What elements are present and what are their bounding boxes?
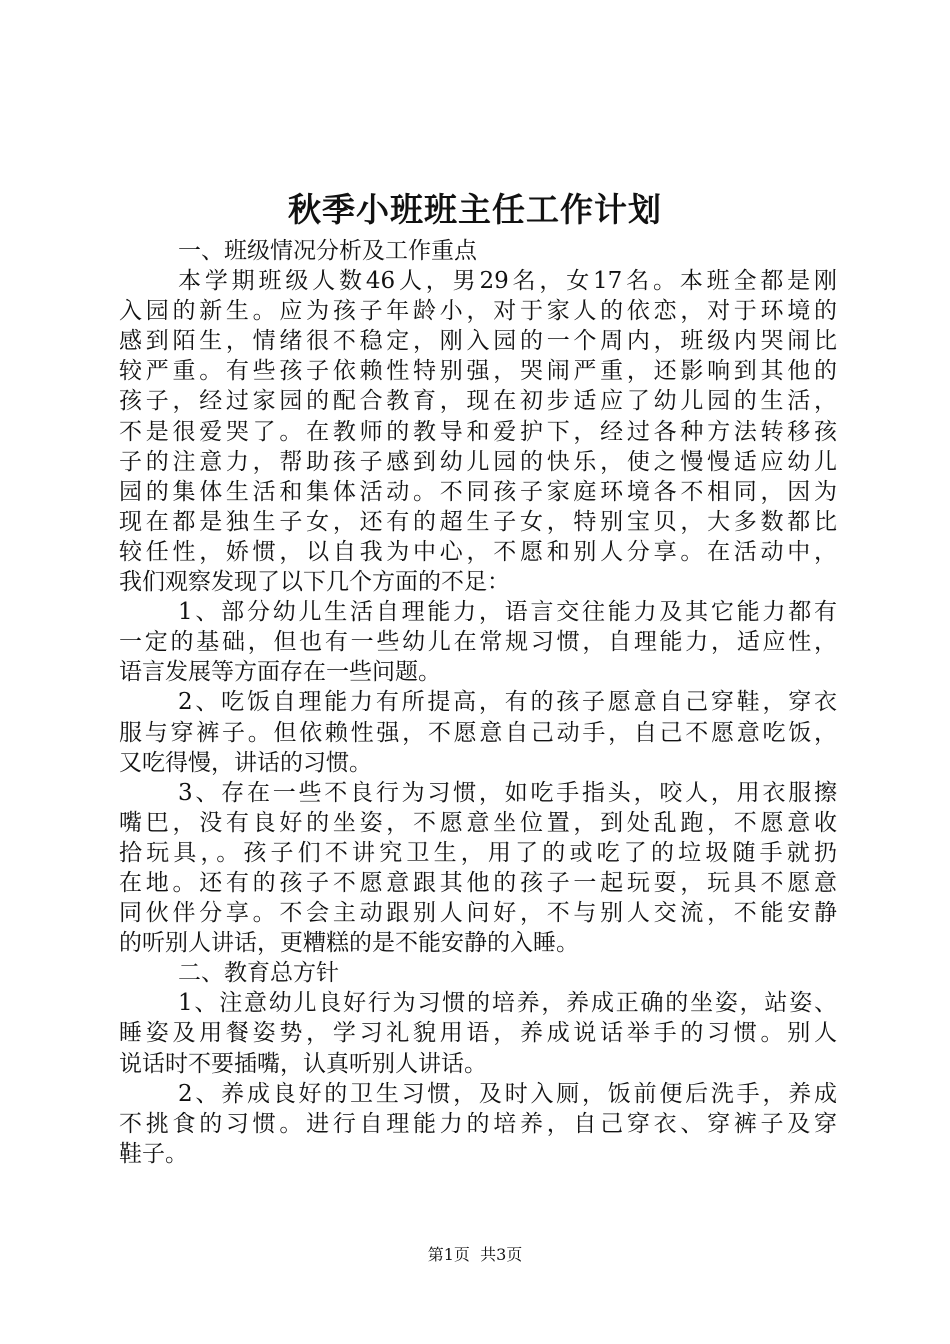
page-footer [0, 1243, 950, 1267]
paragraph-line: 2、养成良好的卫生习惯，及时入厕，饭前便后洗手，养成 [178, 1080, 837, 1107]
paragraph-line: 入园的新生。应为孩子年龄小，对于家人的依恋，对于环境的 [119, 298, 837, 325]
paragraph-line: 现在都是独生子女，还有的超生子女，特别宝贝，大多数都比 [119, 508, 837, 535]
paragraph-line: 本学期班级人数46人，男29名，女17名。本班全都是刚 [178, 268, 837, 295]
paragraph-line: 3、存在一些不良行为习惯，如吃手指头，咬人，用衣服擦 [178, 779, 837, 806]
paragraph-line: 感到陌生，情绪很不稳定，刚入园的一个周内，班级内哭闹比 [119, 328, 837, 355]
paragraph-line: 服与穿裤子。但依赖性强，不愿意自己动手，自己不愿意吃饭， [119, 719, 837, 746]
section-heading: 二、教育总方针 [178, 960, 339, 987]
page-number: 第1页 [427, 1245, 470, 1264]
paragraph-line: 不挑食的习惯。进行自理能力的培养，自己穿衣、穿裤子及穿 [119, 1110, 837, 1137]
paragraph-line: 园的集体生活和集体活动。不同孩子家庭环境各不相同，因为 [119, 478, 837, 505]
paragraph-line: 子的注意力，帮助孩子感到幼儿园的快乐，使之慢慢适应幼儿 [119, 448, 837, 475]
paragraph-line: 2、吃饭自理能力有所提高，有的孩子愿意自己穿鞋，穿衣 [178, 689, 837, 716]
paragraph-line: 1、部分幼儿生活自理能力，语言交往能力及其它能力都有 [178, 599, 837, 626]
paragraph-line: 鞋子。 [119, 1140, 188, 1167]
paragraph-line: 较任性，娇惯，以自我为中心，不愿和别人分享。在活动中， [119, 538, 837, 565]
paragraph-line: 又吃得慢，讲话的习惯。 [119, 749, 372, 776]
paragraph-line: 拾玩具，。孩子们不讲究卫生，用了的或吃了的垃圾随手就扔 [119, 839, 837, 866]
paragraph-line: 在地。还有的孩子不愿意跟其他的孩子一起玩耍，玩具不愿意 [119, 869, 837, 896]
paragraph-line: 语言发展等方面存在一些问题。 [119, 659, 441, 686]
paragraph-line: 1、注意幼儿良好行为习惯的培养，养成正确的坐姿，站姿、 [178, 990, 837, 1017]
document-body [119, 236, 837, 1169]
paragraph-line: 较严重。有些孩子依赖性特别强，哭闹严重，还影响到其他的 [119, 358, 837, 385]
paragraph-line: 睡姿及用餐姿势，学习礼貌用语，养成说话举手的习惯。别人 [119, 1020, 837, 1047]
paragraph-line: 孩子，经过家园的配合教育，现在初步适应了幼儿园的生活， [119, 388, 837, 415]
paragraph-line: 说话时不要插嘴，认真听别人讲话。 [119, 1050, 487, 1077]
section-heading: 一、班级情况分析及工作重点 [178, 238, 477, 264]
paragraph-line: 的听别人讲话，更糟糕的是不能安静的入睡。 [119, 930, 579, 957]
paragraph-line: 不是很爱哭了。在教师的教导和爱护下，经过各种方法转移孩 [119, 418, 837, 445]
paragraph-line: 嘴巴，没有良好的坐姿，不愿意坐位置，到处乱跑，不愿意收 [119, 809, 837, 836]
paragraph-line: 我们观察发现了以下几个方面的不足： [119, 569, 510, 596]
paragraph-line: 同伙伴分享。不会主动跟别人问好，不与别人交流，不能安静 [119, 900, 837, 927]
paragraph-line: 一定的基础，但也有一些幼儿在常规习惯，自理能力，适应性， [119, 629, 837, 656]
page-total: 共3页 [480, 1245, 523, 1264]
document-title: 秋季小班班主任工作计划 [288, 190, 662, 229]
